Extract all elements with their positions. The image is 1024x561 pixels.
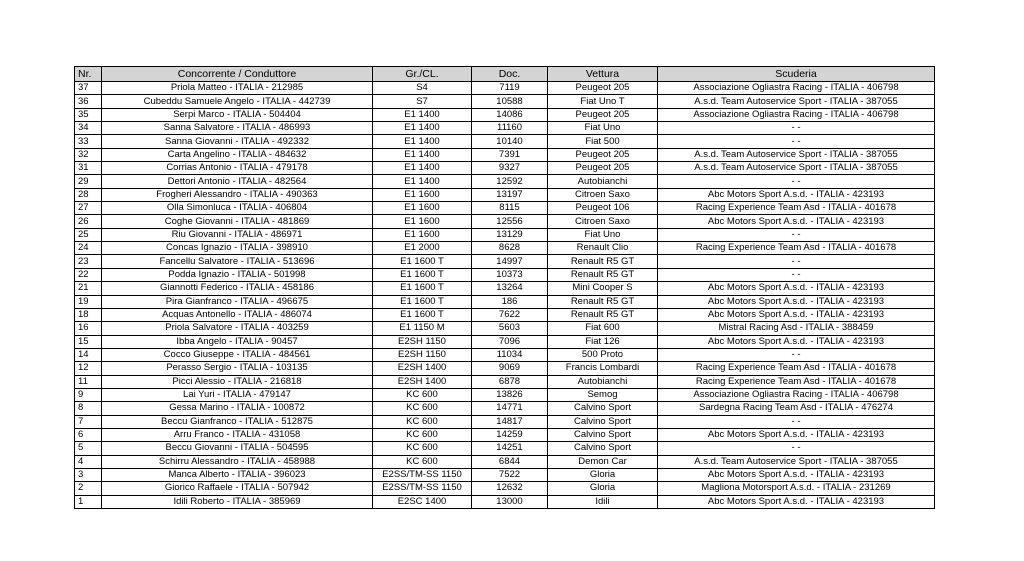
cell-doc: 7096 bbox=[472, 335, 548, 348]
cell-competitor: Giannotti Federico - ITALIA - 458186 bbox=[102, 282, 373, 295]
cell-doc: 8628 bbox=[472, 242, 548, 255]
table-row bbox=[75, 495, 935, 508]
cell-car: Gloria bbox=[548, 468, 658, 481]
table-row bbox=[75, 335, 935, 348]
cell-car: Semog bbox=[548, 388, 658, 401]
cell-nr: 16 bbox=[75, 322, 102, 335]
table-row bbox=[75, 135, 935, 148]
cell-nr: 37 bbox=[75, 82, 102, 95]
cell-competitor: Cubeddu Samuele Angelo - ITALIA - 442739 bbox=[102, 95, 373, 108]
header-car: Vettura bbox=[548, 67, 658, 82]
cell-competitor: Manca Alberto - ITALIA - 396023 bbox=[102, 468, 373, 481]
cell-nr: 21 bbox=[75, 282, 102, 295]
cell-car: Mini Cooper S bbox=[548, 282, 658, 295]
cell-group-class: KC 600 bbox=[373, 442, 472, 455]
cell-car: Fiat 126 bbox=[548, 335, 658, 348]
cell-group-class: E1 1600 T bbox=[373, 308, 472, 321]
cell-team: Associazione Ogliastra Racing - ITALIA - 406798 bbox=[658, 388, 935, 401]
cell-team: Sardegna Racing Team Asd - ITALIA - 476274 bbox=[658, 402, 935, 415]
cell-group-class: E1 1150 M bbox=[373, 322, 472, 335]
cell-competitor: Schirru Alessandro - ITALIA - 458988 bbox=[102, 455, 373, 468]
cell-car: Fiat 600 bbox=[548, 322, 658, 335]
cell-group-class: KC 600 bbox=[373, 428, 472, 441]
cell-car: Fiat Uno bbox=[548, 122, 658, 135]
cell-nr: 35 bbox=[75, 108, 102, 121]
cell-nr: 23 bbox=[75, 255, 102, 268]
cell-nr: 9 bbox=[75, 388, 102, 401]
cell-nr: 15 bbox=[75, 335, 102, 348]
cell-doc: 6844 bbox=[472, 455, 548, 468]
cell-nr: 11 bbox=[75, 375, 102, 388]
cell-competitor: Sanna Salvatore - ITALIA - 486993 bbox=[102, 122, 373, 135]
cell-group-class: E1 1400 bbox=[373, 135, 472, 148]
cell-car: Peugeot 205 bbox=[548, 162, 658, 175]
cell-competitor: Frogheri Alessandro - ITALIA - 490363 bbox=[102, 188, 373, 201]
cell-group-class: KC 600 bbox=[373, 455, 472, 468]
cell-doc: 5603 bbox=[472, 322, 548, 335]
cell-competitor: Lai Yuri - ITALIA - 479147 bbox=[102, 388, 373, 401]
cell-doc: 186 bbox=[472, 295, 548, 308]
cell-group-class: E1 1600 bbox=[373, 228, 472, 241]
cell-competitor: Pira Gianfranco - ITALIA - 496675 bbox=[102, 295, 373, 308]
cell-nr: 34 bbox=[75, 122, 102, 135]
cell-group-class: E1 1600 T bbox=[373, 295, 472, 308]
table-row bbox=[75, 468, 935, 481]
cell-nr: 29 bbox=[75, 175, 102, 188]
cell-car: Calvino Sport bbox=[548, 402, 658, 415]
cell-competitor: Priola Salvatore - ITALIA - 403259 bbox=[102, 322, 373, 335]
cell-competitor: Carta Angelino - ITALIA - 484632 bbox=[102, 148, 373, 161]
cell-team: - - bbox=[658, 228, 935, 241]
cell-group-class: E2SS/TM-SS 1150 bbox=[373, 482, 472, 495]
table-row bbox=[75, 295, 935, 308]
table-row bbox=[75, 202, 935, 215]
header-nr: Nr. bbox=[75, 67, 102, 82]
cell-car: Renault R5 GT bbox=[548, 268, 658, 281]
table-row bbox=[75, 95, 935, 108]
cell-nr: 6 bbox=[75, 428, 102, 441]
cell-team: Abc Motors Sport A.s.d. - ITALIA - 423193 bbox=[658, 188, 935, 201]
cell-nr: 3 bbox=[75, 468, 102, 481]
cell-doc: 10373 bbox=[472, 268, 548, 281]
table-row bbox=[75, 375, 935, 388]
cell-nr: 19 bbox=[75, 295, 102, 308]
cell-nr: 18 bbox=[75, 308, 102, 321]
cell-nr: 33 bbox=[75, 135, 102, 148]
cell-car: Calvino Sport bbox=[548, 428, 658, 441]
cell-group-class: E2SH 1150 bbox=[373, 335, 472, 348]
cell-competitor: Giorico Raffaele - ITALIA - 507942 bbox=[102, 482, 373, 495]
cell-competitor: Arru Franco - ITALIA - 431058 bbox=[102, 428, 373, 441]
cell-team: A.s.d. Team Autoservice Sport - ITALIA - 387055 bbox=[658, 95, 935, 108]
cell-competitor: Riu Giovanni - ITALIA - 486971 bbox=[102, 228, 373, 241]
table-row bbox=[75, 442, 935, 455]
table-row bbox=[75, 175, 935, 188]
cell-group-class: E2SH 1150 bbox=[373, 348, 472, 361]
table-row bbox=[75, 402, 935, 415]
cell-nr: 7 bbox=[75, 415, 102, 428]
cell-team: Magliona Motorsport A.s.d. - ITALIA - 231269 bbox=[658, 482, 935, 495]
cell-team: - - bbox=[658, 175, 935, 188]
cell-competitor: Serpi Marco - ITALIA - 504404 bbox=[102, 108, 373, 121]
cell-nr: 24 bbox=[75, 242, 102, 255]
cell-group-class: E2SS/TM-SS 1150 bbox=[373, 468, 472, 481]
cell-team: Abc Motors Sport A.s.d. - ITALIA - 423193 bbox=[658, 428, 935, 441]
table-row bbox=[75, 268, 935, 281]
cell-team: - - bbox=[658, 415, 935, 428]
cell-doc: 13000 bbox=[472, 495, 548, 508]
table-body bbox=[75, 82, 935, 509]
cell-car: Citroen Saxo bbox=[548, 215, 658, 228]
table-row bbox=[75, 428, 935, 441]
cell-nr: 12 bbox=[75, 362, 102, 375]
cell-nr: 2 bbox=[75, 482, 102, 495]
cell-car: 500 Proto bbox=[548, 348, 658, 361]
cell-group-class: E2SH 1400 bbox=[373, 362, 472, 375]
cell-group-class: KC 600 bbox=[373, 388, 472, 401]
cell-doc: 12592 bbox=[472, 175, 548, 188]
cell-car: Renault R5 GT bbox=[548, 295, 658, 308]
cell-nr: 36 bbox=[75, 95, 102, 108]
cell-competitor: Cocco Giuseppe - ITALIA - 484561 bbox=[102, 348, 373, 361]
cell-car: Renault Clio bbox=[548, 242, 658, 255]
cell-car: Fiat 500 bbox=[548, 135, 658, 148]
table-row bbox=[75, 388, 935, 401]
cell-car: Gloria bbox=[548, 482, 658, 495]
cell-group-class: E1 2000 bbox=[373, 242, 472, 255]
cell-group-class: E1 1600 T bbox=[373, 255, 472, 268]
cell-team: Abc Motors Sport A.s.d. - ITALIA - 423193 bbox=[658, 215, 935, 228]
table-row bbox=[75, 228, 935, 241]
table-row bbox=[75, 282, 935, 295]
cell-doc: 14771 bbox=[472, 402, 548, 415]
cell-nr: 27 bbox=[75, 202, 102, 215]
cell-competitor: Beccu Gianfranco - ITALIA - 512875 bbox=[102, 415, 373, 428]
cell-car: Renault R5 GT bbox=[548, 308, 658, 321]
cell-team: - - bbox=[658, 255, 935, 268]
cell-team: Abc Motors Sport A.s.d. - ITALIA - 423193 bbox=[658, 495, 935, 508]
cell-doc: 13197 bbox=[472, 188, 548, 201]
cell-group-class: E1 1400 bbox=[373, 162, 472, 175]
cell-competitor: Corrias Antonio - ITALIA - 479178 bbox=[102, 162, 373, 175]
cell-car: Calvino Sport bbox=[548, 415, 658, 428]
cell-doc: 9327 bbox=[472, 162, 548, 175]
cell-team: Abc Motors Sport A.s.d. - ITALIA - 423193 bbox=[658, 468, 935, 481]
header-competitor: Concorrente / Conduttore bbox=[102, 67, 373, 82]
cell-group-class: E1 1400 bbox=[373, 122, 472, 135]
cell-nr: 1 bbox=[75, 495, 102, 508]
cell-car: Demon Car bbox=[548, 455, 658, 468]
cell-group-class: KC 600 bbox=[373, 402, 472, 415]
table-row bbox=[75, 362, 935, 375]
cell-doc: 9069 bbox=[472, 362, 548, 375]
cell-competitor: Dettori Antonio - ITALIA - 482564 bbox=[102, 175, 373, 188]
table-row bbox=[75, 455, 935, 468]
cell-car: Peugeot 205 bbox=[548, 82, 658, 95]
cell-competitor: Concas Ignazio - ITALIA - 398910 bbox=[102, 242, 373, 255]
cell-car: Citroen Saxo bbox=[548, 188, 658, 201]
header-group-class: Gr./CL. bbox=[373, 67, 472, 82]
cell-group-class: E1 1600 bbox=[373, 188, 472, 201]
cell-doc: 6878 bbox=[472, 375, 548, 388]
cell-car: Fiat Uno T bbox=[548, 95, 658, 108]
cell-team: - - bbox=[658, 135, 935, 148]
cell-group-class: E1 1600 bbox=[373, 215, 472, 228]
table-row bbox=[75, 255, 935, 268]
table-row bbox=[75, 482, 935, 495]
cell-team: - - bbox=[658, 268, 935, 281]
cell-doc: 11034 bbox=[472, 348, 548, 361]
cell-team: Associazione Ogliastra Racing - ITALIA - 406798 bbox=[658, 108, 935, 121]
cell-team: Racing Experience Team Asd - ITALIA - 401678 bbox=[658, 202, 935, 215]
cell-nr: 8 bbox=[75, 402, 102, 415]
cell-car: Autobianchi bbox=[548, 175, 658, 188]
cell-team: A.s.d. Team Autoservice Sport - ITALIA - 387055 bbox=[658, 148, 935, 161]
cell-competitor: Idili Roberto - ITALIA - 385969 bbox=[102, 495, 373, 508]
table-row bbox=[75, 148, 935, 161]
table-row bbox=[75, 188, 935, 201]
table-row bbox=[75, 348, 935, 361]
cell-nr: 25 bbox=[75, 228, 102, 241]
cell-competitor: Fancellu Salvatore - ITALIA - 513696 bbox=[102, 255, 373, 268]
table-row bbox=[75, 162, 935, 175]
cell-nr: 14 bbox=[75, 348, 102, 361]
cell-team: Abc Motors Sport A.s.d. - ITALIA - 423193 bbox=[658, 282, 935, 295]
cell-competitor: Acquas Antonello - ITALIA - 486074 bbox=[102, 308, 373, 321]
header-team: Scuderia bbox=[658, 67, 935, 82]
cell-doc: 14259 bbox=[472, 428, 548, 441]
cell-competitor: Coghe Giovanni - ITALIA - 481869 bbox=[102, 215, 373, 228]
cell-doc: 7522 bbox=[472, 468, 548, 481]
cell-group-class: E1 1600 T bbox=[373, 268, 472, 281]
cell-group-class: S4 bbox=[373, 82, 472, 95]
cell-team: Associazione Ogliastra Racing - ITALIA - 406798 bbox=[658, 82, 935, 95]
cell-doc: 7119 bbox=[472, 82, 548, 95]
cell-team: - - bbox=[658, 348, 935, 361]
cell-group-class: KC 600 bbox=[373, 415, 472, 428]
cell-doc: 10588 bbox=[472, 95, 548, 108]
cell-team: Racing Experience Team Asd - ITALIA - 401678 bbox=[658, 375, 935, 388]
table-row bbox=[75, 108, 935, 121]
cell-team: Mistral Racing Asd - ITALIA - 388459 bbox=[658, 322, 935, 335]
header-row bbox=[75, 67, 935, 82]
cell-doc: 11160 bbox=[472, 122, 548, 135]
cell-team: Racing Experience Team Asd - ITALIA - 401678 bbox=[658, 362, 935, 375]
table-row bbox=[75, 322, 935, 335]
cell-doc: 13129 bbox=[472, 228, 548, 241]
header-doc: Doc. bbox=[472, 67, 548, 82]
cell-competitor: Picci Alessio - ITALIA - 216818 bbox=[102, 375, 373, 388]
cell-team: Abc Motors Sport A.s.d. - ITALIA - 423193 bbox=[658, 308, 935, 321]
cell-car: Idili bbox=[548, 495, 658, 508]
cell-group-class: S7 bbox=[373, 95, 472, 108]
cell-competitor: Gessa Marino - ITALIA - 100872 bbox=[102, 402, 373, 415]
table-row bbox=[75, 415, 935, 428]
cell-team: A.s.d. Team Autoservice Sport - ITALIA - 387055 bbox=[658, 455, 935, 468]
cell-car: Renault R5 GT bbox=[548, 255, 658, 268]
cell-doc: 7391 bbox=[472, 148, 548, 161]
table-row bbox=[75, 308, 935, 321]
cell-group-class: E2SH 1400 bbox=[373, 375, 472, 388]
cell-competitor: Olla Simonluca - ITALIA - 406804 bbox=[102, 202, 373, 215]
cell-team: A.s.d. Team Autoservice Sport - ITALIA - 387055 bbox=[658, 162, 935, 175]
cell-team: - - bbox=[658, 442, 935, 455]
cell-competitor: Priola Matteo - ITALIA - 212985 bbox=[102, 82, 373, 95]
cell-group-class: E1 1400 bbox=[373, 175, 472, 188]
table-row bbox=[75, 215, 935, 228]
cell-group-class: E1 1600 T bbox=[373, 282, 472, 295]
cell-team: - - bbox=[658, 122, 935, 135]
cell-competitor: Sanna Giovanni - ITALIA - 492332 bbox=[102, 135, 373, 148]
cell-car: Peugeot 205 bbox=[548, 108, 658, 121]
cell-nr: 31 bbox=[75, 162, 102, 175]
cell-team: Abc Motors Sport A.s.d. - ITALIA - 423193 bbox=[658, 295, 935, 308]
cell-doc: 14817 bbox=[472, 415, 548, 428]
cell-doc: 14251 bbox=[472, 442, 548, 455]
cell-nr: 5 bbox=[75, 442, 102, 455]
cell-car: Peugeot 205 bbox=[548, 148, 658, 161]
cell-group-class: E1 1400 bbox=[373, 108, 472, 121]
table-row bbox=[75, 122, 935, 135]
cell-team: Racing Experience Team Asd - ITALIA - 401678 bbox=[658, 242, 935, 255]
cell-car: Francis Lombardi bbox=[548, 362, 658, 375]
cell-competitor: Perasso Sergio - ITALIA - 103135 bbox=[102, 362, 373, 375]
cell-nr: 32 bbox=[75, 148, 102, 161]
table-row bbox=[75, 82, 935, 95]
cell-doc: 13264 bbox=[472, 282, 548, 295]
cell-doc: 7622 bbox=[472, 308, 548, 321]
cell-doc: 8115 bbox=[472, 202, 548, 215]
cell-doc: 12556 bbox=[472, 215, 548, 228]
cell-competitor: Ibba Angelo - ITALIA - 90457 bbox=[102, 335, 373, 348]
cell-team: Abc Motors Sport A.s.d. - ITALIA - 423193 bbox=[658, 335, 935, 348]
entry-list-table bbox=[74, 66, 935, 509]
cell-car: Calvino Sport bbox=[548, 442, 658, 455]
cell-doc: 14997 bbox=[472, 255, 548, 268]
cell-nr: 22 bbox=[75, 268, 102, 281]
cell-car: Fiat Uno bbox=[548, 228, 658, 241]
cell-nr: 28 bbox=[75, 188, 102, 201]
cell-group-class: E2SC 1400 bbox=[373, 495, 472, 508]
cell-doc: 13826 bbox=[472, 388, 548, 401]
cell-doc: 14086 bbox=[472, 108, 548, 121]
cell-car: Peugeot 106 bbox=[548, 202, 658, 215]
cell-competitor: Podda Ignazio - ITALIA - 501998 bbox=[102, 268, 373, 281]
cell-nr: 4 bbox=[75, 455, 102, 468]
table-row bbox=[75, 242, 935, 255]
cell-doc: 12632 bbox=[472, 482, 548, 495]
cell-group-class: E1 1600 bbox=[373, 202, 472, 215]
cell-car: Autobianchi bbox=[548, 375, 658, 388]
cell-doc: 10140 bbox=[472, 135, 548, 148]
cell-group-class: E1 1400 bbox=[373, 148, 472, 161]
cell-competitor: Beccu Giovanni - ITALIA - 504595 bbox=[102, 442, 373, 455]
cell-nr: 26 bbox=[75, 215, 102, 228]
